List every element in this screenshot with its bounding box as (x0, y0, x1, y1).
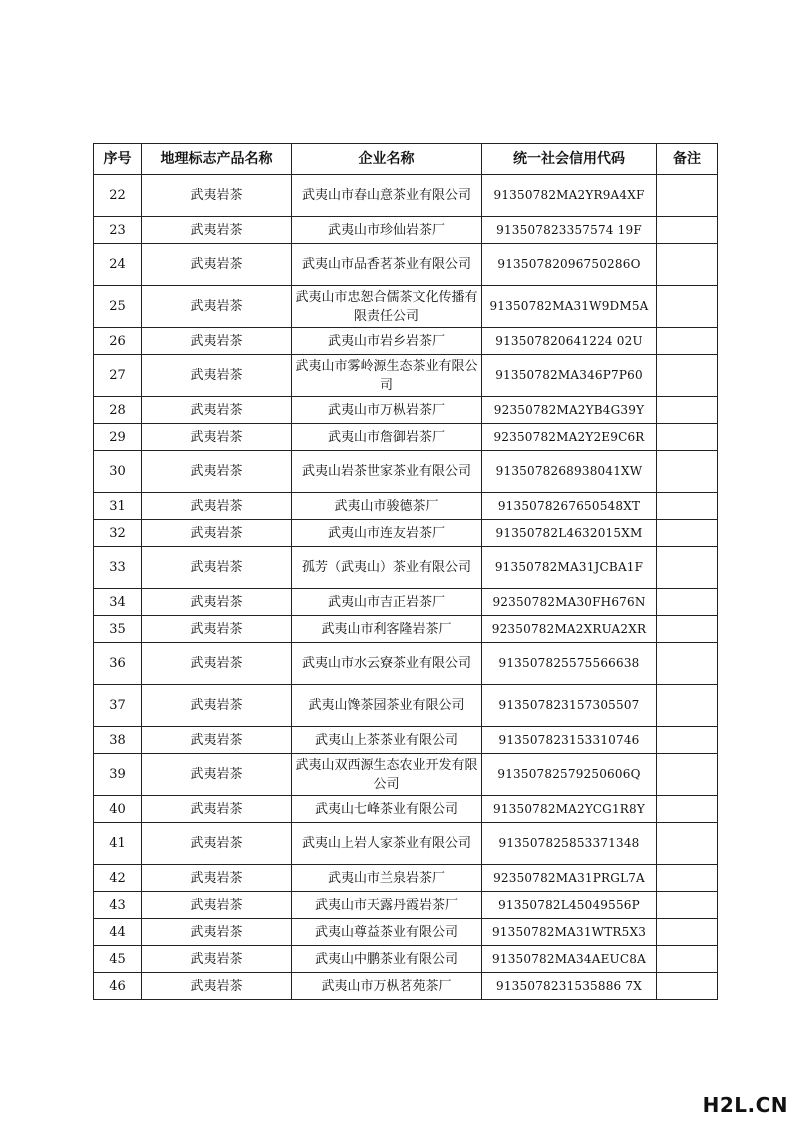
row-product: 武夷岩茶 (142, 727, 292, 754)
row-company: 武夷山市天露丹霞岩茶厂 (292, 892, 482, 919)
row-index: 24 (94, 244, 142, 286)
row-credit-code: 91350782096750286O (482, 244, 657, 286)
row-product: 武夷岩茶 (142, 616, 292, 643)
row-index: 38 (94, 727, 142, 754)
row-index: 41 (94, 823, 142, 865)
row-note (657, 616, 718, 643)
row-credit-code: 92350782MA31PRGL7A (482, 865, 657, 892)
row-product: 武夷岩茶 (142, 547, 292, 589)
row-credit-code: 9135078268938041XW (482, 451, 657, 493)
enterprise-table (93, 143, 718, 1000)
row-note (657, 796, 718, 823)
row-index: 39 (94, 754, 142, 796)
table-row (94, 919, 718, 946)
row-credit-code: 91350782MA346P7P60 (482, 355, 657, 397)
row-note (657, 973, 718, 1000)
row-credit-code: 91350782L4632015XM (482, 520, 657, 547)
table-row (94, 616, 718, 643)
table-row (94, 643, 718, 685)
table-row (94, 328, 718, 355)
row-credit-code: 92350782MA30FH676N (482, 589, 657, 616)
row-product: 武夷岩茶 (142, 424, 292, 451)
row-credit-code: 92350782MA2XRUA2XR (482, 616, 657, 643)
row-note (657, 823, 718, 865)
table-row (94, 217, 718, 244)
row-credit-code: 913507823357574 19F (482, 217, 657, 244)
row-credit-code: 91350782MA34AEUC8A (482, 946, 657, 973)
row-index: 34 (94, 589, 142, 616)
row-note (657, 865, 718, 892)
row-company: 武夷山市品香茗茶业有限公司 (292, 244, 482, 286)
row-credit-code: 91350782MA31WTR5X3 (482, 919, 657, 946)
row-company: 武夷山中鹏茶业有限公司 (292, 946, 482, 973)
row-company: 武夷山尊益茶业有限公司 (292, 919, 482, 946)
table-row (94, 892, 718, 919)
row-index: 46 (94, 973, 142, 1000)
row-company: 武夷山市珍仙岩茶厂 (292, 217, 482, 244)
row-note (657, 328, 718, 355)
row-product: 武夷岩茶 (142, 823, 292, 865)
row-note (657, 727, 718, 754)
row-index: 23 (94, 217, 142, 244)
table-row (94, 286, 718, 328)
row-product: 武夷岩茶 (142, 328, 292, 355)
row-note (657, 355, 718, 397)
row-credit-code: 9135078231535886 7X (482, 973, 657, 1000)
row-index: 43 (94, 892, 142, 919)
table-row (94, 520, 718, 547)
row-note (657, 754, 718, 796)
row-product: 武夷岩茶 (142, 754, 292, 796)
row-note (657, 520, 718, 547)
row-company: 武夷山市岩乡岩茶厂 (292, 328, 482, 355)
row-credit-code: 91350782579250606Q (482, 754, 657, 796)
row-company: 武夷山双西源生态农业开发有限公司 (292, 754, 482, 796)
header-index: 序号 (94, 144, 142, 175)
row-note (657, 643, 718, 685)
row-index: 36 (94, 643, 142, 685)
row-index: 37 (94, 685, 142, 727)
row-note (657, 244, 718, 286)
row-credit-code: 91350782MA2YR9A4XF (482, 175, 657, 217)
row-index: 31 (94, 493, 142, 520)
row-index: 40 (94, 796, 142, 823)
row-product: 武夷岩茶 (142, 355, 292, 397)
row-index: 28 (94, 397, 142, 424)
row-credit-code: 91350782MA31W9DM5A (482, 286, 657, 328)
row-credit-code: 91350782MA2YCG1R8Y (482, 796, 657, 823)
row-index: 27 (94, 355, 142, 397)
row-company: 武夷山馋茶园茶业有限公司 (292, 685, 482, 727)
table-row (94, 727, 718, 754)
row-company: 武夷山市骏德茶厂 (292, 493, 482, 520)
row-credit-code: 92350782MA2Y2E9C6R (482, 424, 657, 451)
row-credit-code: 913507825853371348 (482, 823, 657, 865)
table-row (94, 244, 718, 286)
table-row (94, 589, 718, 616)
row-credit-code: 913507825575566638 (482, 643, 657, 685)
row-company: 武夷山市万枞茗苑茶厂 (292, 973, 482, 1000)
row-note (657, 175, 718, 217)
row-product: 武夷岩茶 (142, 919, 292, 946)
header-remarks: 备注 (657, 144, 718, 175)
header-credit-code: 统一社会信用代码 (482, 144, 657, 175)
row-company: 武夷山市忠恕合儒茶文化传播有限责任公司 (292, 286, 482, 328)
row-index: 32 (94, 520, 142, 547)
row-product: 武夷岩茶 (142, 865, 292, 892)
row-credit-code: 92350782MA2YB4G39Y (482, 397, 657, 424)
row-product: 武夷岩茶 (142, 397, 292, 424)
row-note (657, 547, 718, 589)
row-index: 44 (94, 919, 142, 946)
row-credit-code: 913507820641224 02U (482, 328, 657, 355)
row-note (657, 397, 718, 424)
row-index: 33 (94, 547, 142, 589)
row-company: 武夷山市万枞岩茶厂 (292, 397, 482, 424)
row-company: 武夷山市水云寮茶业有限公司 (292, 643, 482, 685)
row-company: 武夷山上岩人家茶业有限公司 (292, 823, 482, 865)
row-note (657, 946, 718, 973)
row-product: 武夷岩茶 (142, 217, 292, 244)
row-index: 45 (94, 946, 142, 973)
table-row (94, 796, 718, 823)
row-company: 武夷山市春山意茶业有限公司 (292, 175, 482, 217)
row-company: 武夷山市詹御岩茶厂 (292, 424, 482, 451)
row-product: 武夷岩茶 (142, 520, 292, 547)
row-index: 22 (94, 175, 142, 217)
header-company-name: 企业名称 (292, 144, 482, 175)
row-index: 30 (94, 451, 142, 493)
table-row (94, 946, 718, 973)
row-credit-code: 91350782MA31JCBA1F (482, 547, 657, 589)
row-product: 武夷岩茶 (142, 175, 292, 217)
row-credit-code: 913507823153310746 (482, 727, 657, 754)
row-product: 武夷岩茶 (142, 493, 292, 520)
row-product: 武夷岩茶 (142, 286, 292, 328)
row-company: 武夷山市利客隆岩茶厂 (292, 616, 482, 643)
table-row (94, 451, 718, 493)
table-row (94, 973, 718, 1000)
row-note (657, 424, 718, 451)
row-note (657, 589, 718, 616)
row-product: 武夷岩茶 (142, 796, 292, 823)
row-product: 武夷岩茶 (142, 946, 292, 973)
row-index: 42 (94, 865, 142, 892)
row-credit-code: 913507823157305507 (482, 685, 657, 727)
row-index: 26 (94, 328, 142, 355)
row-product: 武夷岩茶 (142, 685, 292, 727)
row-index: 29 (94, 424, 142, 451)
table-row (94, 754, 718, 796)
table-row (94, 547, 718, 589)
enterprise-table-container (93, 143, 717, 1000)
table-row (94, 823, 718, 865)
header-product-name: 地理标志产品名称 (142, 144, 292, 175)
row-company: 武夷山市连友岩茶厂 (292, 520, 482, 547)
row-note (657, 892, 718, 919)
row-product: 武夷岩茶 (142, 643, 292, 685)
row-note (657, 286, 718, 328)
table-row (94, 175, 718, 217)
row-index: 25 (94, 286, 142, 328)
table-row (94, 685, 718, 727)
row-company: 孤芳（武夷山）茶业有限公司 (292, 547, 482, 589)
row-product: 武夷岩茶 (142, 973, 292, 1000)
row-product: 武夷岩茶 (142, 892, 292, 919)
row-product: 武夷岩茶 (142, 244, 292, 286)
table-header-row (94, 144, 718, 175)
table-row (94, 424, 718, 451)
row-company: 武夷山岩茶世家茶业有限公司 (292, 451, 482, 493)
row-note (657, 451, 718, 493)
row-company: 武夷山市雾岭源生态茶业有限公司 (292, 355, 482, 397)
row-product: 武夷岩茶 (142, 451, 292, 493)
site-watermark: H2L.CN (702, 1093, 788, 1117)
row-credit-code: 91350782L45049556P (482, 892, 657, 919)
table-row (94, 493, 718, 520)
row-credit-code: 9135078267650548XT (482, 493, 657, 520)
row-company: 武夷山市吉正岩茶厂 (292, 589, 482, 616)
table-body (94, 175, 718, 1000)
row-company: 武夷山上茶茶业有限公司 (292, 727, 482, 754)
row-product: 武夷岩茶 (142, 589, 292, 616)
table-row (94, 355, 718, 397)
row-note (657, 685, 718, 727)
row-note (657, 493, 718, 520)
row-company: 武夷山七峰茶业有限公司 (292, 796, 482, 823)
row-index: 35 (94, 616, 142, 643)
table-row (94, 397, 718, 424)
row-company: 武夷山市兰泉岩茶厂 (292, 865, 482, 892)
row-note (657, 919, 718, 946)
table-row (94, 865, 718, 892)
row-note (657, 217, 718, 244)
